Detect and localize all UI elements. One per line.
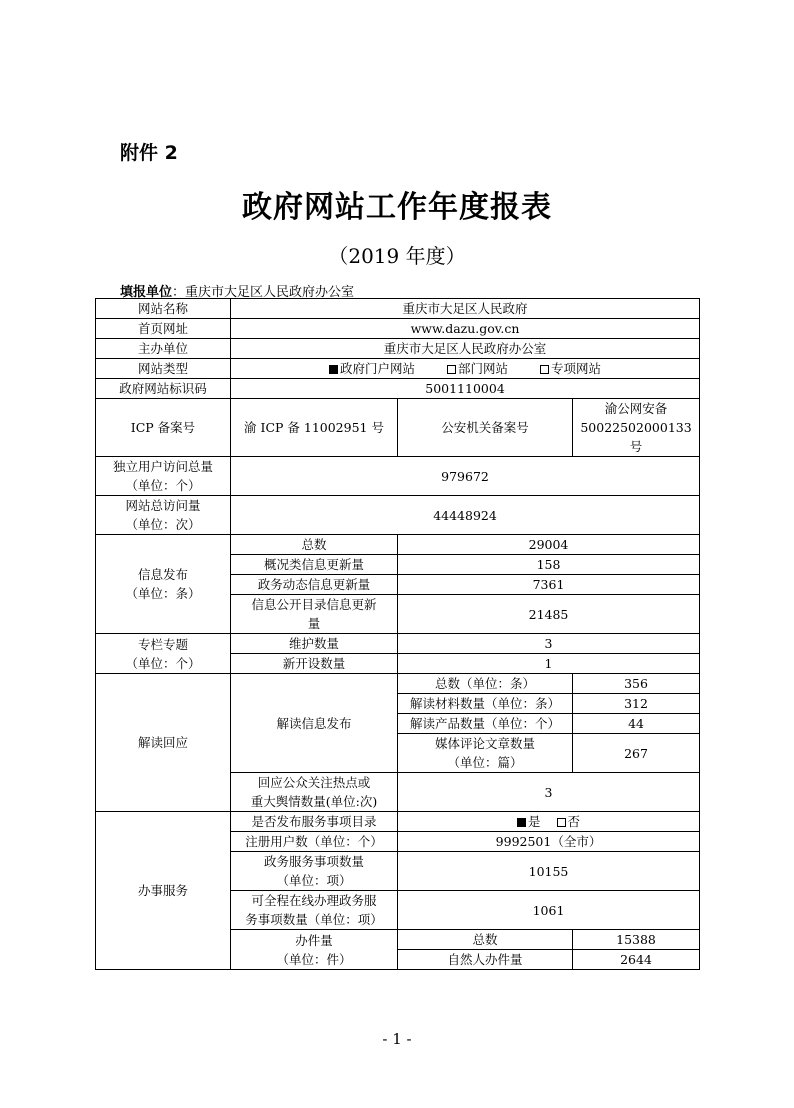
interp-respond-value: 3: [398, 773, 700, 812]
page-number: - 1 -: [382, 1030, 412, 1048]
empty-box-icon: [447, 365, 456, 374]
service-natural-label: 自然人办件量: [398, 950, 573, 970]
info-total-label: 总数: [231, 535, 398, 555]
info-news-value: 7361: [398, 575, 700, 595]
report-table: [95, 298, 700, 970]
site-id-label: 政府网站标识码: [96, 379, 231, 399]
report-year: （2019 年度）: [328, 244, 466, 268]
column-maintain-label: 维护数量: [231, 634, 398, 654]
uv-value: 979672: [231, 457, 700, 496]
table-row: [96, 535, 700, 555]
pv-label: 网站总访问量 （单位：次）: [96, 496, 231, 535]
info-news-label: 政务动态信息更新量: [231, 575, 398, 595]
info-section-label: 信息发布 （单位：条）: [96, 535, 231, 634]
table-row: [96, 379, 700, 399]
info-overview-label: 概况类信息更新量: [231, 555, 398, 575]
type-option-portal: 政府门户网站: [329, 359, 415, 378]
filing-unit-value: ：重庆市大足区人民政府办公室: [172, 285, 355, 300]
column-maintain-value: 3: [398, 634, 700, 654]
site-name-value: 重庆市大足区人民政府: [231, 299, 700, 319]
interp-total-label: 总数（单位：条）: [398, 674, 573, 694]
filing-unit-label: 填报单位: [120, 285, 173, 300]
table-row: [96, 399, 700, 457]
police-value: 渝公网安备 50022502000133 号: [573, 399, 700, 457]
table-row: [96, 634, 700, 654]
info-catalog-label: 信息公开目录信息更新 量: [231, 595, 398, 634]
catalog-option-yes: 是: [517, 812, 541, 831]
table-row: [96, 319, 700, 339]
table-row: [96, 812, 700, 832]
police-label: 公安机关备案号: [398, 399, 573, 457]
service-catalog-options: [398, 812, 700, 832]
info-total-value: 29004: [398, 535, 700, 555]
site-type-label: 网站类型: [96, 359, 231, 379]
table-row: [96, 496, 700, 535]
empty-box-icon: [557, 818, 566, 827]
table-row: [96, 674, 700, 694]
homepage-label: 首页网址: [96, 319, 231, 339]
service-items-label: 政务服务事项数量 （单位：项）: [231, 852, 398, 891]
attachment-label: 附件 2: [120, 142, 178, 164]
interp-material-value: 312: [573, 694, 700, 714]
column-new-label: 新开设数量: [231, 654, 398, 674]
page-title: 政府网站工作年度报表: [242, 190, 552, 225]
interp-media-label: 媒体评论文章数量 （单位：篇）: [398, 734, 573, 773]
service-handled-total-label: 总数: [398, 930, 573, 950]
info-catalog-value: 21485: [398, 595, 700, 634]
info-overview-value: 158: [398, 555, 700, 575]
icp-value: 渝 ICP 备 11002951 号: [231, 399, 398, 457]
pv-value: 44448924: [231, 496, 700, 535]
interp-media-value: 267: [573, 734, 700, 773]
service-handled-label: 办件量 （单位：件）: [231, 930, 398, 970]
table-row: [96, 457, 700, 496]
table-row: [96, 299, 700, 319]
checked-box-icon: [329, 365, 338, 374]
service-items-value: 10155: [398, 852, 700, 891]
service-online-value: 1061: [398, 891, 700, 930]
service-handled-total-value: 15388: [573, 930, 700, 950]
type-option-special: 专项网站: [540, 359, 601, 378]
service-catalog-label: 是否发布服务事项目录: [231, 812, 398, 832]
service-users-label: 注册用户数（单位：个）: [231, 832, 398, 852]
service-users-value: 9992501（全市）: [398, 832, 700, 852]
empty-box-icon: [540, 365, 549, 374]
catalog-option-no: 否: [557, 812, 581, 831]
service-section-label: 办事服务: [96, 812, 231, 970]
table-row: [96, 359, 700, 379]
interp-product-value: 44: [573, 714, 700, 734]
sponsor-value: 重庆市大足区人民政府办公室: [231, 339, 700, 359]
interp-respond-label: 回应公众关注热点或 重大舆情数量(单位:次): [231, 773, 398, 812]
service-online-label: 可全程在线办理政务服 务事项数量（单位：项）: [231, 891, 398, 930]
column-new-value: 1: [398, 654, 700, 674]
uv-label: 独立用户访问总量 （单位：个）: [96, 457, 231, 496]
icp-label: ICP 备案号: [96, 399, 231, 457]
table-row: [96, 339, 700, 359]
interp-total-value: 356: [573, 674, 700, 694]
column-section-label: 专栏专题 （单位：个）: [96, 634, 231, 674]
site-name-label: 网站名称: [96, 299, 231, 319]
homepage-value: www.dazu.gov.cn: [231, 319, 700, 339]
service-natural-value: 2644: [573, 950, 700, 970]
interp-publish-label: 解读信息发布: [231, 674, 398, 773]
type-option-department: 部门网站: [447, 359, 508, 378]
sponsor-label: 主办单位: [96, 339, 231, 359]
interp-material-label: 解读材料数量（单位：条）: [398, 694, 573, 714]
checked-box-icon: [517, 818, 526, 827]
site-id-value: 5001110004: [231, 379, 700, 399]
interp-section-label: 解读回应: [96, 674, 231, 812]
site-type-options: [231, 359, 700, 379]
interp-product-label: 解读产品数量（单位：个）: [398, 714, 573, 734]
